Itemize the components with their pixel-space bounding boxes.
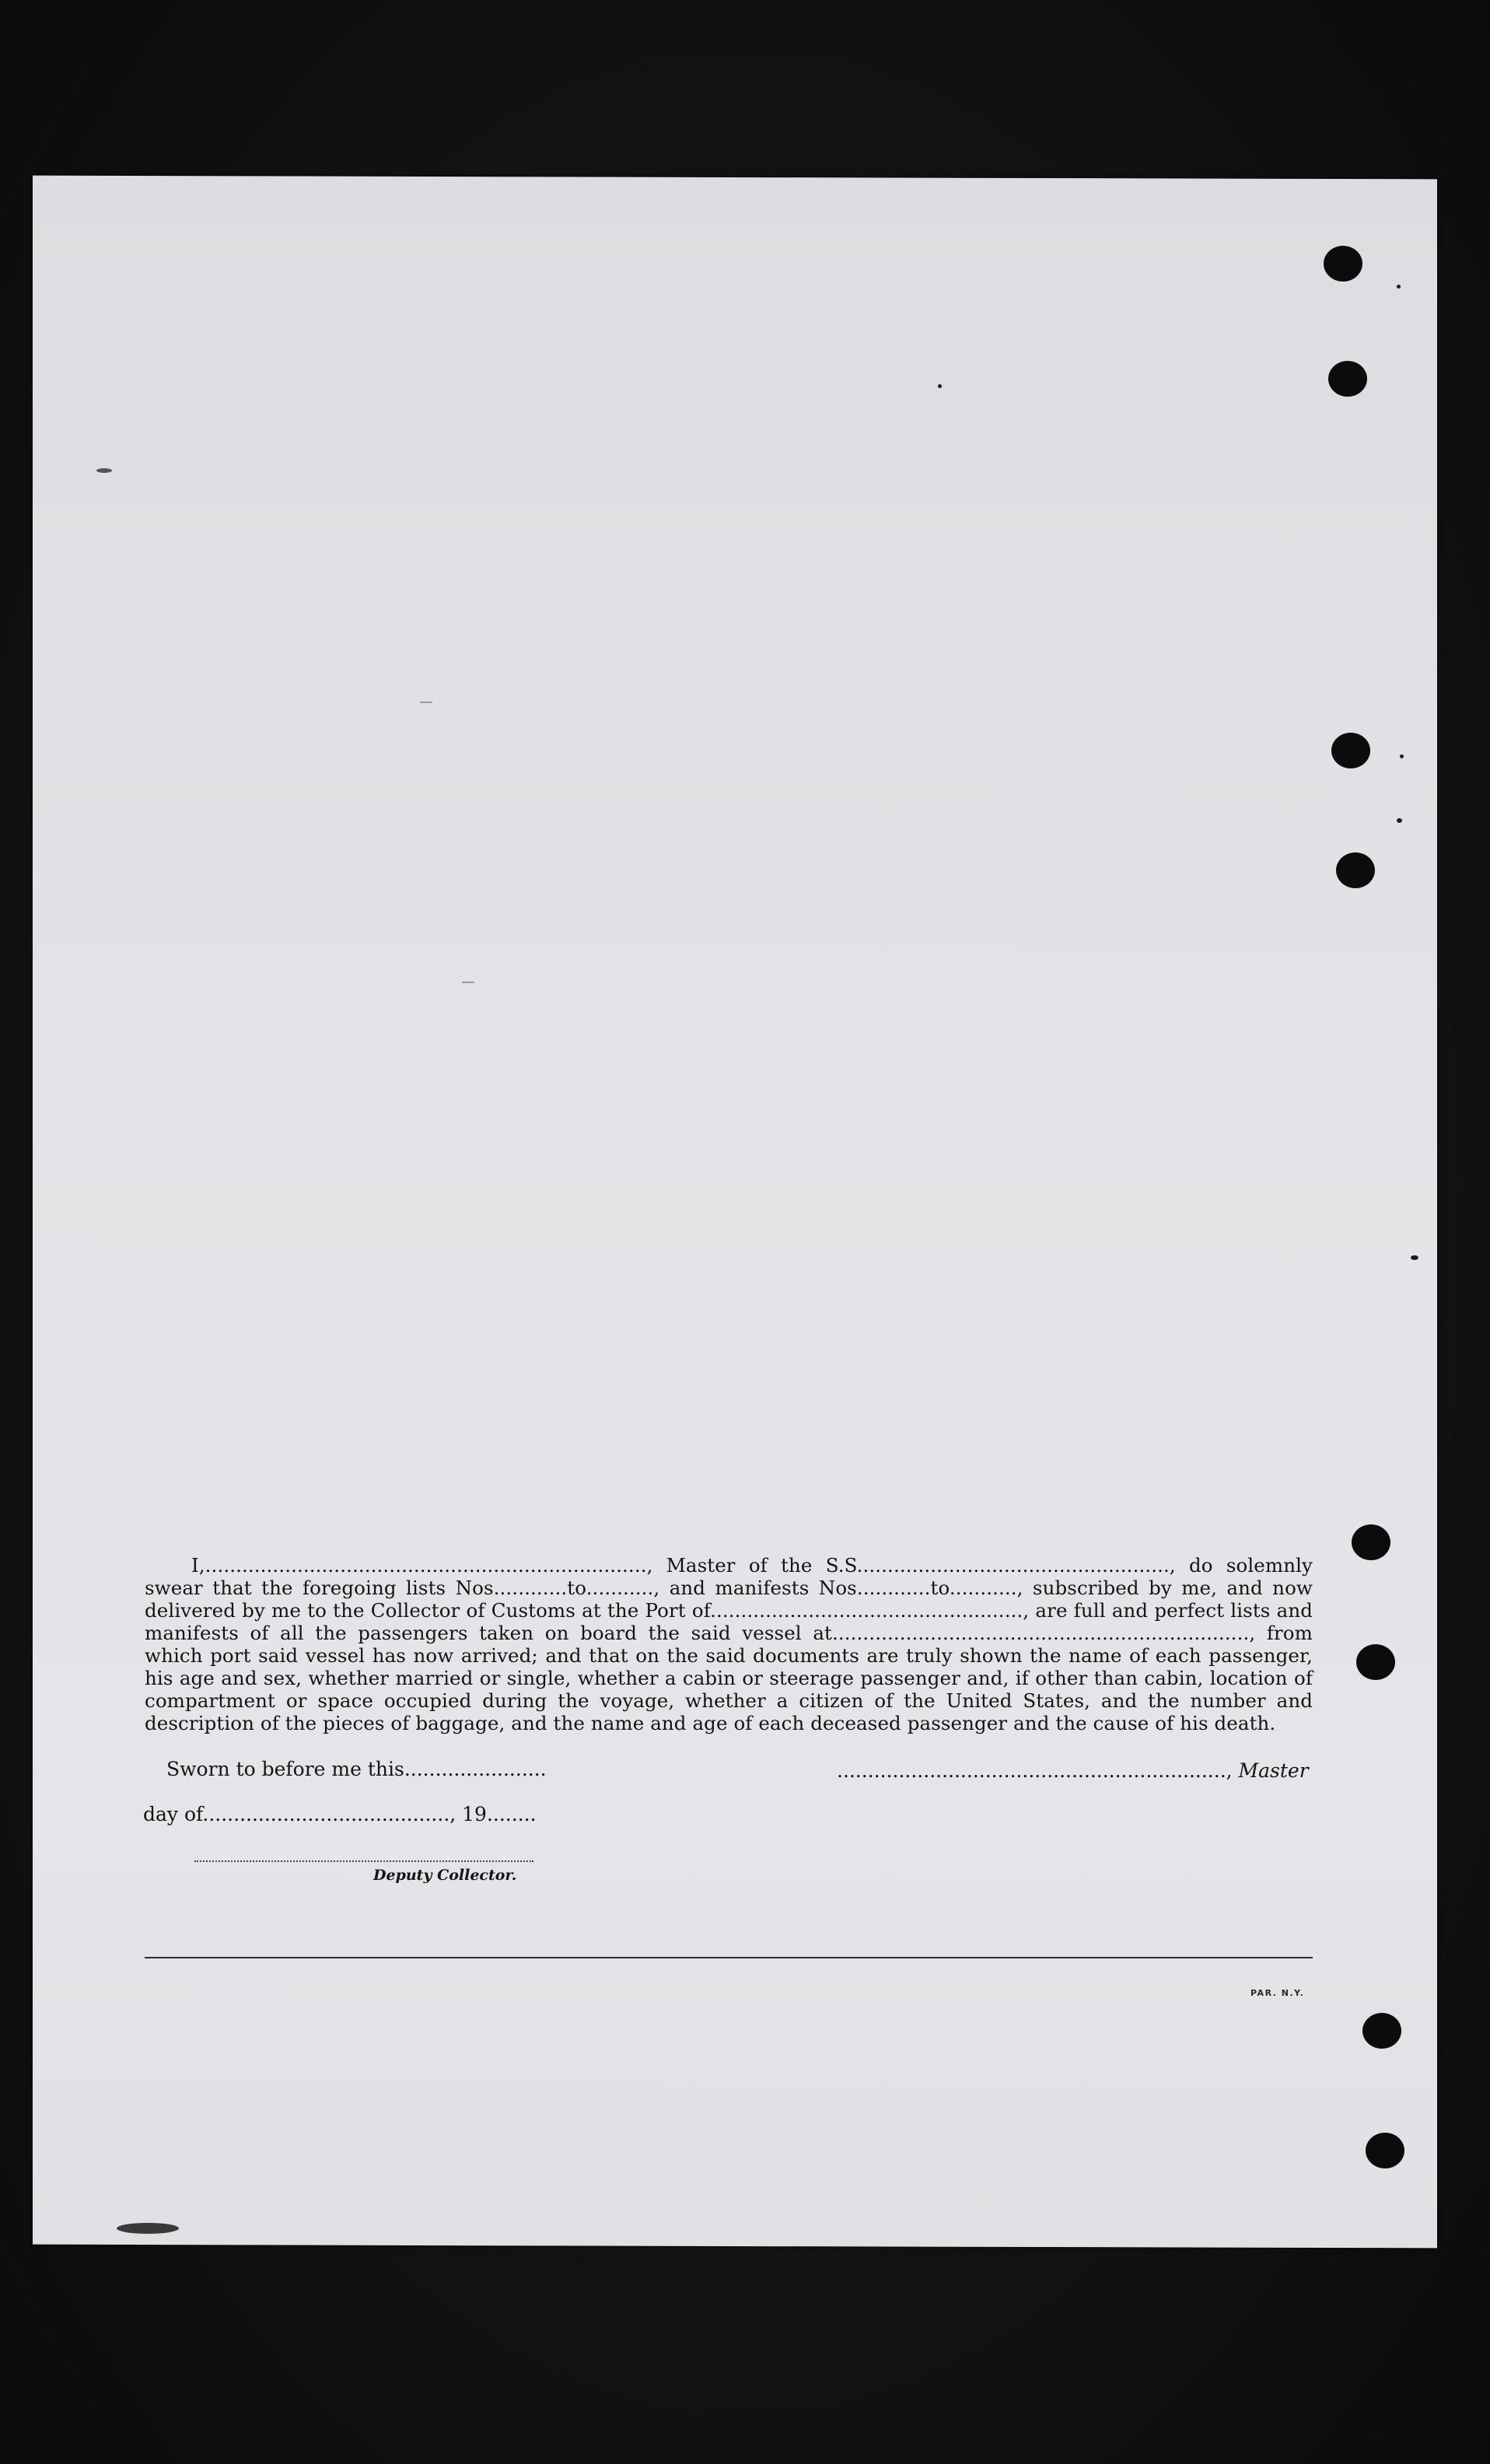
master-dots: ..............................................................., — [837, 1759, 1239, 1782]
binder-hole — [1331, 733, 1370, 768]
binder-hole — [1328, 361, 1367, 397]
master-signature-line — [837, 1759, 1309, 1783]
scan-speck — [117, 2223, 179, 2234]
scan-speck — [1397, 285, 1401, 289]
deputy-collector-label: Deputy Collector. — [373, 1867, 517, 1884]
binder-hole — [1336, 852, 1375, 888]
oath-paragraph — [145, 1554, 1313, 1734]
sworn-line — [166, 1758, 547, 1781]
binder-hole — [1362, 2013, 1401, 2049]
master-label: Master — [1238, 1759, 1309, 1782]
divider-rule — [145, 1957, 1313, 1958]
binder-hole — [1352, 1524, 1390, 1560]
sworn-label: Sworn to before me this....................... — [166, 1758, 547, 1780]
scan-mark — [462, 982, 474, 983]
scan-speck — [1400, 754, 1404, 758]
deputy-signature-line — [194, 1860, 533, 1862]
day-label: day of........................................, 19........ — [143, 1803, 537, 1825]
printer-mark: PAR. N.Y. — [1250, 1988, 1305, 1998]
scan-speck — [96, 468, 112, 473]
oath-text: I,........................................................................, Master of the S.S..................................................., do solemnly swear that the foregoing lists Nos............to..........., and manifests Nos............to..........., subscribed by me, and now delivered by me to the Collector of Customs at the Port of..................................................., are full and perfect lists and manifests of all the passengers taken on board the said vessel at...................................................................., from which port said vessel has now arrived; and that on the said documents are truly shown the name of each passenger, his age and sex, whether married or single, whether a cabin or steerage passenger and, if other than cabin, location of compartment or space occupied during the voyage, whether a citizen of the United States, and the number and description of the pieces of baggage, and the name and age of each deceased passenger and the cause of his death. — [145, 1554, 1313, 1734]
manifest-page — [33, 176, 1437, 2249]
scan-speck — [1397, 818, 1402, 823]
binder-hole — [1324, 246, 1362, 282]
day-line — [143, 1803, 537, 1826]
scan-mark — [420, 702, 432, 703]
binder-hole — [1356, 1644, 1395, 1680]
binder-hole — [1366, 2133, 1404, 2168]
scan-speck — [938, 384, 942, 388]
scan-speck — [1411, 1255, 1418, 1260]
